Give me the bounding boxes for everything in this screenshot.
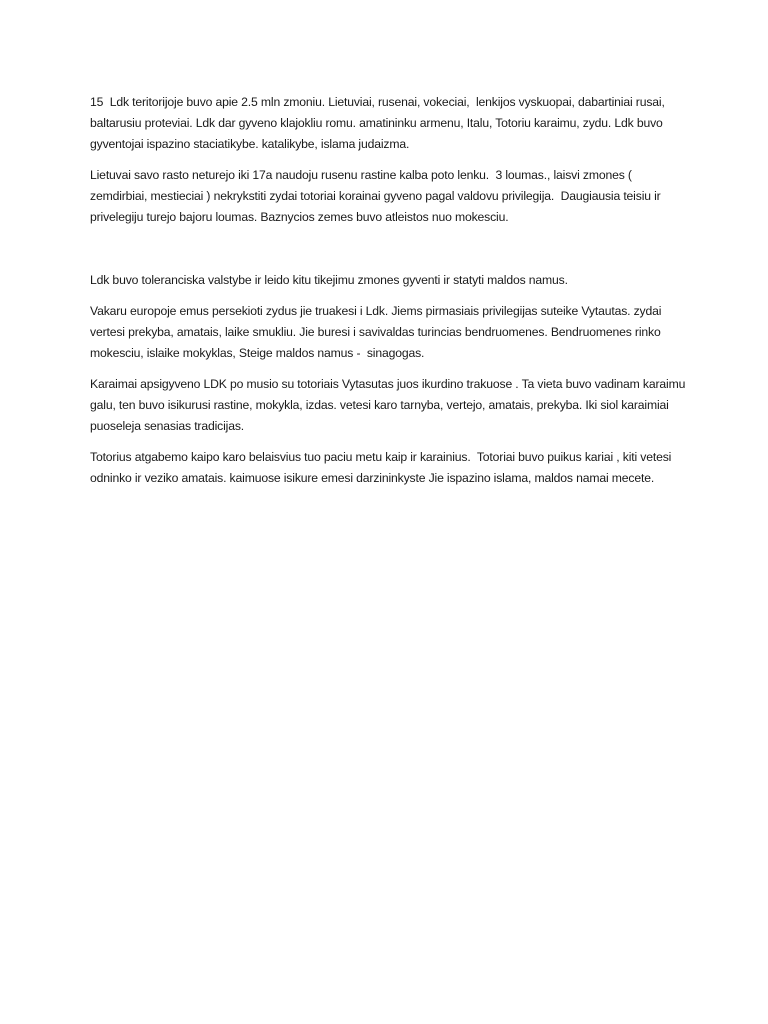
document-body bbox=[90, 92, 688, 499]
paragraph-writing-estates: Lietuvai savo rasto neturejo iki 17a naudoju rusenu rastine kalba poto lenku. 3 loumas., laisvi zmones ( zemdirbiai, mestieciai ) nekrykstiti zydai totoriai korainai gyveno pagal valdovu privilegija. Daugiausia teisiu ir privelegiju turejo bajoru loumas. Baznycios zemes buvo atleistos nuo mokesciu. bbox=[90, 168, 664, 224]
paragraph-jews: Vakaru europoje emus persekioti zydus jie truakesi i Ldk. Jiems pirmasiais privilegijas suteike Vytautas. zydai vertesi prekyba, amatais, laike smukliu. Jie buresi i savivaldas turincias bendruomenes. Bendruomenes rinko mokesciu, islaike mokyklas, Steige maldos namus - sinagogas. bbox=[90, 304, 665, 360]
paragraph-tolerance: Ldk buvo toleranciska valstybe ir leido kitu tikejimu zmones gyventi ir statyti maldos namus. bbox=[90, 273, 568, 287]
paragraph-karaites: Karaimai apsigyveno LDK po musio su totoriais Vytasutas juos ikurdino trakuose . Ta vieta buvo vadinam karaimu galu, ten buvo isikurusi rastine, mokykla, izdas. vetesi karo tarnyba, vertejo, amatais, prekyba. Iki siol karaimiai puoseleja senasias tradicijas. bbox=[90, 377, 689, 433]
paragraph-population: 15 Ldk teritorijoje buvo apie 2.5 mln zmoniu. Lietuviai, rusenai, vokeciai, lenkijos vyskuopai, dabartiniai rusai, baltarusiu proteviai. Ldk dar gyveno klajokliu romu. amatininku armenu, Italu, Totoriu karaimu, zydu. Ldk buvo gyventojai ispazino staciatikybe. katalikybe, islama judaizma. bbox=[90, 95, 668, 151]
paragraph-tatars: Totorius atgabemo kaipo karo belaisvius tuo paciu metu kaip ir karainius. Totoriai buvo puikus kariai , kiti vetesi odninko ir veziko amatais. kaimuose isikure emesi darzininkyste Jie ispazino islama, maldos namai mecete. bbox=[90, 450, 675, 485]
